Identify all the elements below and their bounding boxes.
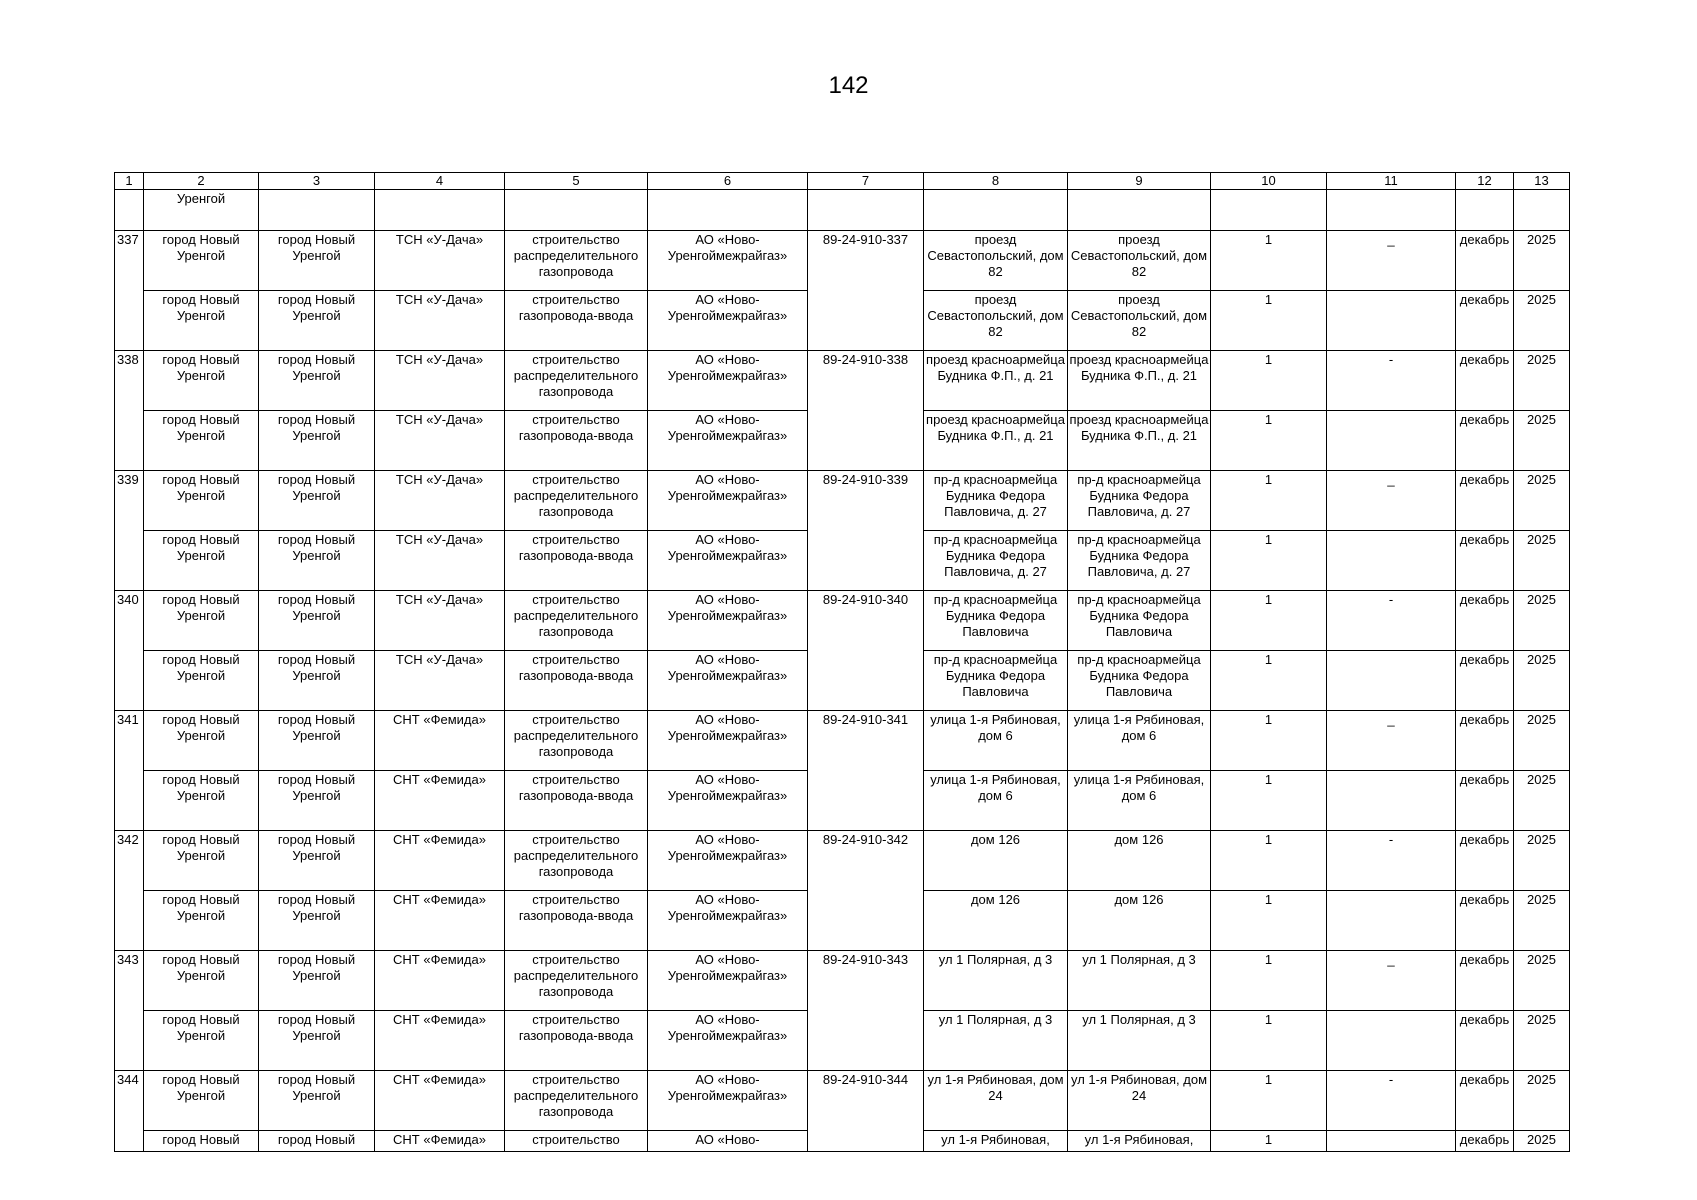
table-cell: строительство газопровода-ввода [505, 411, 648, 471]
table-cell [1514, 190, 1570, 231]
table-cell: декабрь [1456, 351, 1514, 411]
table-cell: ТСН «У-Дача» [375, 591, 505, 651]
table-cell: 1 [1211, 951, 1327, 1011]
table-cell: АО «Ново-Уренгоймежрайгаз» [648, 471, 808, 531]
column-header-9: 9 [1068, 173, 1211, 190]
table-row [115, 591, 1570, 651]
table-cell: декабрь [1456, 1071, 1514, 1131]
table-cell: город Новый Уренгой [144, 1011, 259, 1071]
table-cell: проезд Севастопольский, дом 82 [924, 291, 1068, 351]
table-cell: декабрь [1456, 711, 1514, 771]
table-cell: дом 126 [1068, 891, 1211, 951]
table-cell: пр-д красноармейца Будника Федора Павловича [1068, 651, 1211, 711]
table-cell: 1 [1211, 291, 1327, 351]
table-cell [1456, 190, 1514, 231]
table-cell: 2025 [1514, 711, 1570, 771]
table-cell: город Новый Уренгой [259, 771, 375, 831]
table-cell: 2025 [1514, 591, 1570, 651]
page-number: 142 [828, 72, 869, 99]
table-cell: город Новый [259, 1131, 375, 1152]
table-cell: 2025 [1514, 771, 1570, 831]
table-cell: 1 [1211, 1011, 1327, 1071]
table-cell: улица 1-я Рябиновая, дом 6 [924, 711, 1068, 771]
table-cell: город Новый [144, 1131, 259, 1152]
table-cell: 1 [1211, 231, 1327, 291]
column-header-7: 7 [808, 173, 924, 190]
table-cell: ул 1 Полярная, д 3 [924, 951, 1068, 1011]
table-cell: строительство распределительного газопровода [505, 351, 648, 411]
table-cell: город Новый Уренгой [144, 651, 259, 711]
table-cell: ТСН «У-Дача» [375, 651, 505, 711]
table-cell: 2025 [1514, 291, 1570, 351]
table-cell: город Новый Уренгой [259, 1011, 375, 1071]
table-cell: - [1327, 351, 1456, 411]
table-cell [1068, 190, 1211, 231]
object-code: 89-24-910-339 [808, 471, 924, 591]
table-cell: город Новый Уренгой [259, 651, 375, 711]
table-cell: пр-д красноармейца Будника Федора Павловича [924, 651, 1068, 711]
table-cell: пр-д красноармейца Будника Федора Павловича, д. 27 [1068, 531, 1211, 591]
table-cell: 1 [1211, 651, 1327, 711]
table-cell: улица 1-я Рябиновая, дом 6 [924, 771, 1068, 831]
column-header-2: 2 [144, 173, 259, 190]
header-row [115, 173, 1570, 190]
table-cell: СНТ «Фемида» [375, 951, 505, 1011]
table-cell [1211, 190, 1327, 231]
table-cell: СНТ «Фемида» [375, 1011, 505, 1071]
table-cell: город Новый Уренгой [259, 411, 375, 471]
table-cell: город Новый Уренгой [144, 351, 259, 411]
table-cell: - [1327, 831, 1456, 891]
column-header-3: 3 [259, 173, 375, 190]
table-cell [259, 190, 375, 231]
table-cell: АО «Ново-Уренгоймежрайгаз» [648, 231, 808, 291]
table-cell: 2025 [1514, 1071, 1570, 1131]
column-header-4: 4 [375, 173, 505, 190]
table-cell: город Новый Уренгой [144, 471, 259, 531]
row-number: 340 [115, 591, 144, 711]
table-cell: АО «Ново-Уренгоймежрайгаз» [648, 411, 808, 471]
table-cell: строительство газопровода-ввода [505, 771, 648, 831]
object-code: 89-24-910-337 [808, 231, 924, 351]
table-cell: декабрь [1456, 1011, 1514, 1071]
table-cell: город Новый Уренгой [144, 891, 259, 951]
table-cell: 2025 [1514, 651, 1570, 711]
table-cell: ул 1 Полярная, д 3 [1068, 1011, 1211, 1071]
data-table [114, 172, 1570, 1152]
table-cell: декабрь [1456, 771, 1514, 831]
table-cell: город Новый Уренгой [144, 591, 259, 651]
table-cell: АО «Ново-Уренгоймежрайгаз» [648, 351, 808, 411]
table-cell: 2025 [1514, 411, 1570, 471]
table-cell: город Новый Уренгой [259, 591, 375, 651]
table-cell: город Новый Уренгой [259, 231, 375, 291]
table-row [115, 711, 1570, 771]
table-cell: ул 1-я Рябиновая, дом 24 [1068, 1071, 1211, 1131]
table-cell: город Новый Уренгой [144, 711, 259, 771]
table-cell: строительство газопровода-ввода [505, 291, 648, 351]
table-cell: город Новый Уренгой [259, 471, 375, 531]
table-cell: 1 [1211, 831, 1327, 891]
table-cell: СНТ «Фемида» [375, 771, 505, 831]
table-cell: строительство газопровода-ввода [505, 891, 648, 951]
table-cell: ТСН «У-Дача» [375, 291, 505, 351]
table-cell: ул 1 Полярная, д 3 [924, 1011, 1068, 1071]
table-cell: 1 [1211, 771, 1327, 831]
table-cell: декабрь [1456, 1131, 1514, 1152]
table-cell: проезд Севастопольский, дом 82 [1068, 231, 1211, 291]
table-cell: проезд красноармейца Будника Ф.П., д. 21 [1068, 351, 1211, 411]
table-cell [1327, 291, 1456, 351]
table-cell: город Новый Уренгой [144, 291, 259, 351]
table-cell: строительство [505, 1131, 648, 1152]
table-cell: 1 [1211, 1131, 1327, 1152]
table-cell: дом 126 [924, 831, 1068, 891]
table-cell: город Новый Уренгой [259, 531, 375, 591]
table-cell: АО «Ново-Уренгоймежрайгаз» [648, 651, 808, 711]
table-cell: город Новый Уренгой [259, 1071, 375, 1131]
table-cell: Уренгой [144, 190, 259, 231]
table-cell [115, 190, 144, 231]
column-header-13: 13 [1514, 173, 1570, 190]
table-cell: 2025 [1514, 831, 1570, 891]
column-header-5: 5 [505, 173, 648, 190]
table-cell [1327, 651, 1456, 711]
table-cell: ТСН «У-Дача» [375, 531, 505, 591]
table-cell: АО «Ново-Уренгоймежрайгаз» [648, 531, 808, 591]
table-cell: город Новый Уренгой [259, 711, 375, 771]
table-cell: пр-д красноармейца Будника Федора Павловича, д. 27 [924, 531, 1068, 591]
table-cell [1327, 531, 1456, 591]
table-row [115, 831, 1570, 891]
table-cell: 1 [1211, 411, 1327, 471]
table-cell: ул 1 Полярная, д 3 [1068, 951, 1211, 1011]
table-cell: строительство газопровода-ввода [505, 531, 648, 591]
table-cell: город Новый Уренгой [144, 951, 259, 1011]
table-cell: 1 [1211, 711, 1327, 771]
table-cell: улица 1-я Рябиновая, дом 6 [1068, 711, 1211, 771]
table-cell: 2025 [1514, 891, 1570, 951]
table-cell: 1 [1211, 351, 1327, 411]
table-cell: АО «Ново-Уренгоймежрайгаз» [648, 591, 808, 651]
table-cell: 2025 [1514, 1011, 1570, 1071]
table-cell: АО «Ново-Уренгоймежрайгаз» [648, 771, 808, 831]
table-cell: СНТ «Фемида» [375, 1131, 505, 1152]
continuation-row [115, 190, 1570, 231]
table-row [115, 231, 1570, 291]
table-cell: город Новый Уренгой [144, 231, 259, 291]
row-number: 337 [115, 231, 144, 351]
table-cell: город Новый Уренгой [144, 771, 259, 831]
table-cell: - [1327, 591, 1456, 651]
table-cell: строительство распределительного газопровода [505, 831, 648, 891]
table-row [115, 351, 1570, 411]
table-cell: строительство газопровода-ввода [505, 1011, 648, 1071]
table-cell: АО «Ново-Уренгоймежрайгаз» [648, 291, 808, 351]
object-code: 89-24-910-342 [808, 831, 924, 951]
row-number: 342 [115, 831, 144, 951]
table-cell: ТСН «У-Дача» [375, 411, 505, 471]
column-header-6: 6 [648, 173, 808, 190]
table-cell: СНТ «Фемида» [375, 831, 505, 891]
table-cell [648, 190, 808, 231]
table-cell: город Новый Уренгой [144, 411, 259, 471]
table-cell: декабрь [1456, 891, 1514, 951]
table-cell: декабрь [1456, 531, 1514, 591]
table-cell: ТСН «У-Дача» [375, 231, 505, 291]
table-cell [1327, 891, 1456, 951]
column-header-1: 1 [115, 173, 144, 190]
table-cell: строительство распределительного газопровода [505, 711, 648, 771]
table-cell: проезд красноармейца Будника Ф.П., д. 21 [1068, 411, 1211, 471]
table-row [115, 951, 1570, 1011]
table-cell: город Новый Уренгой [259, 831, 375, 891]
table-cell: _ [1327, 471, 1456, 531]
table-cell: СНТ «Фемида» [375, 891, 505, 951]
table-cell [1327, 1011, 1456, 1071]
table-cell: дом 126 [924, 891, 1068, 951]
table-cell [1327, 1131, 1456, 1152]
table-cell: город Новый Уренгой [144, 531, 259, 591]
table-cell: 2025 [1514, 531, 1570, 591]
table-cell: декабрь [1456, 951, 1514, 1011]
table-cell: СНТ «Фемида» [375, 711, 505, 771]
table-cell: строительство газопровода-ввода [505, 651, 648, 711]
table-cell: город Новый Уренгой [144, 831, 259, 891]
table-cell: _ [1327, 711, 1456, 771]
table-cell: пр-д красноармейца Будника Федора Павловича, д. 27 [924, 471, 1068, 531]
row-number: 339 [115, 471, 144, 591]
table-cell [808, 190, 924, 231]
table-cell: дом 126 [1068, 831, 1211, 891]
table-cell: строительство распределительного газопровода [505, 231, 648, 291]
table-cell: 1 [1211, 531, 1327, 591]
table-cell [1327, 771, 1456, 831]
table-cell: - [1327, 1071, 1456, 1131]
table-cell: ул 1-я Рябиновая, [924, 1131, 1068, 1152]
table-cell: _ [1327, 951, 1456, 1011]
table-cell: ТСН «У-Дача» [375, 471, 505, 531]
table-cell: строительство распределительного газопровода [505, 591, 648, 651]
table-cell: АО «Ново-Уренгоймежрайгаз» [648, 1071, 808, 1131]
table-cell: пр-д красноармейца Будника Федора Павловича [924, 591, 1068, 651]
table-cell: ул 1-я Рябиновая, [1068, 1131, 1211, 1152]
table-cell: город Новый Уренгой [144, 1071, 259, 1131]
table-cell: 2025 [1514, 231, 1570, 291]
table-cell: декабрь [1456, 651, 1514, 711]
table-cell: город Новый Уренгой [259, 351, 375, 411]
table-cell: АО «Ново- [648, 1131, 808, 1152]
table-row [115, 471, 1570, 531]
table-cell: 1 [1211, 591, 1327, 651]
table-cell: ТСН «У-Дача» [375, 351, 505, 411]
table-cell: декабрь [1456, 231, 1514, 291]
column-header-12: 12 [1456, 173, 1514, 190]
table-cell: город Новый Уренгой [259, 291, 375, 351]
table-cell: 2025 [1514, 351, 1570, 411]
table-cell: АО «Ново-Уренгоймежрайгаз» [648, 831, 808, 891]
table-cell: АО «Ново-Уренгоймежрайгаз» [648, 891, 808, 951]
table-cell: проезд красноармейца Будника Ф.П., д. 21 [924, 411, 1068, 471]
table-cell: проезд красноармейца Будника Ф.П., д. 21 [924, 351, 1068, 411]
row-number: 338 [115, 351, 144, 471]
column-header-11: 11 [1327, 173, 1456, 190]
table-cell: 1 [1211, 1071, 1327, 1131]
table-cell: АО «Ново-Уренгоймежрайгаз» [648, 711, 808, 771]
table-body [115, 173, 1570, 1152]
table-cell: АО «Ново-Уренгоймежрайгаз» [648, 951, 808, 1011]
table-cell: строительство распределительного газопровода [505, 1071, 648, 1131]
object-code: 89-24-910-340 [808, 591, 924, 711]
object-code: 89-24-910-341 [808, 711, 924, 831]
table-cell [924, 190, 1068, 231]
table-cell [375, 190, 505, 231]
object-code: 89-24-910-338 [808, 351, 924, 471]
row-number: 344 [115, 1071, 144, 1152]
table-cell: строительство распределительного газопровода [505, 471, 648, 531]
table-cell [1327, 411, 1456, 471]
table-cell: _ [1327, 231, 1456, 291]
table-cell: 2025 [1514, 1131, 1570, 1152]
table-cell: строительство распределительного газопровода [505, 951, 648, 1011]
column-header-8: 8 [924, 173, 1068, 190]
table-cell: СНТ «Фемида» [375, 1071, 505, 1131]
table-cell: проезд Севастопольский, дом 82 [924, 231, 1068, 291]
row-number: 343 [115, 951, 144, 1071]
row-number: 341 [115, 711, 144, 831]
table-cell: ул 1-я Рябиновая, дом 24 [924, 1071, 1068, 1131]
table-cell: декабрь [1456, 411, 1514, 471]
table-cell: декабрь [1456, 471, 1514, 531]
table-cell [1327, 190, 1456, 231]
table-cell: 2025 [1514, 951, 1570, 1011]
table-row [115, 1071, 1570, 1131]
table-cell: 2025 [1514, 471, 1570, 531]
table-cell: улица 1-я Рябиновая, дом 6 [1068, 771, 1211, 831]
table-cell: декабрь [1456, 291, 1514, 351]
table-cell [505, 190, 648, 231]
object-code: 89-24-910-343 [808, 951, 924, 1071]
table-cell: пр-д красноармейца Будника Федора Павловича, д. 27 [1068, 471, 1211, 531]
table-cell: 1 [1211, 891, 1327, 951]
object-code: 89-24-910-344 [808, 1071, 924, 1152]
table-cell: декабрь [1456, 831, 1514, 891]
table-cell: 1 [1211, 471, 1327, 531]
table-cell: пр-д красноармейца Будника Федора Павловича [1068, 591, 1211, 651]
table-cell: город Новый Уренгой [259, 891, 375, 951]
table-cell: декабрь [1456, 591, 1514, 651]
table-cell: проезд Севастопольский, дом 82 [1068, 291, 1211, 351]
table-cell: АО «Ново-Уренгоймежрайгаз» [648, 1011, 808, 1071]
column-header-10: 10 [1211, 173, 1327, 190]
table-cell: город Новый Уренгой [259, 951, 375, 1011]
